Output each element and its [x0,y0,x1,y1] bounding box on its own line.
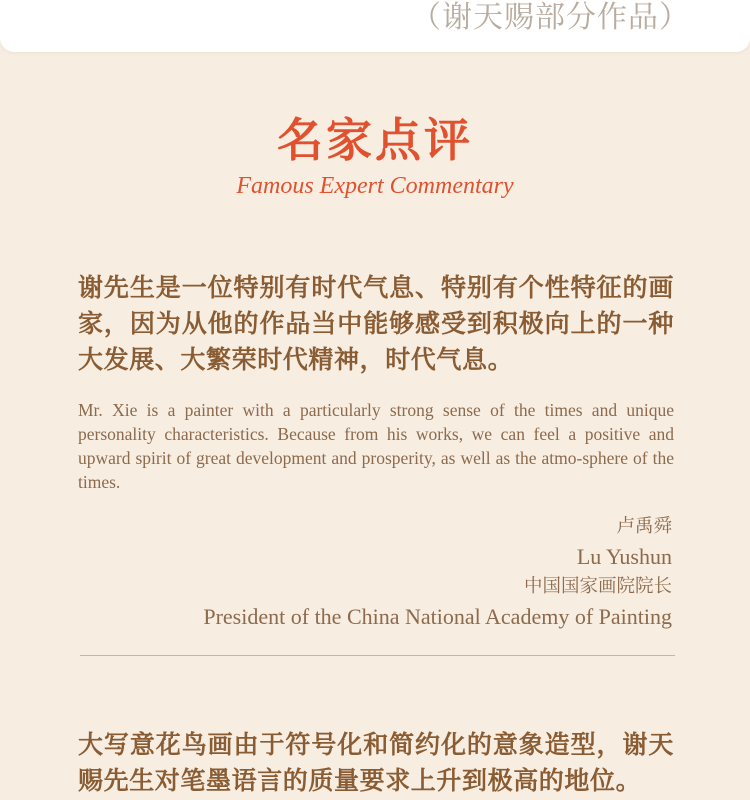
artwork-caption-card [0,0,750,52]
section-title: 名家点评 [277,113,473,167]
review-attribution [78,512,674,632]
review-card [78,270,674,632]
review-card [78,727,674,799]
reviewer-name-en: Lu Yushun [576,544,672,569]
divider [80,655,675,656]
artwork-caption: （谢天赐部分作品） [411,0,690,35]
review-quote-cn: 谢先生是一位特别有时代气息、特别有个性特征的画家，因为从他的作品当中能够感受到积极向上的一种大发展、大繁荣时代精神，时代气息。 [78,273,674,374]
section-subtitle: Famous Expert Commentary [236,173,514,199]
review-quote-cn: 大写意花鸟画由于符号化和简约化的意象造型，谢天赐先生对笔墨语言的质量要求上升到极高的地位。 [78,730,674,795]
reviewer-position-cn: 中国国家画院院长 [523,576,672,597]
reviewer-name-cn: 卢禹舜 [616,516,672,537]
reviewer-position-en: President of the China National Academy of Painting [203,604,672,629]
review-quote-en: Mr. Xie is a painter with a particularly strong sense of the times and unique personality characteristics. Because from his works, we can feel a positive and upward spirit of great development and prosperity, as well as the atmo-sphere of the times. [78,400,674,492]
